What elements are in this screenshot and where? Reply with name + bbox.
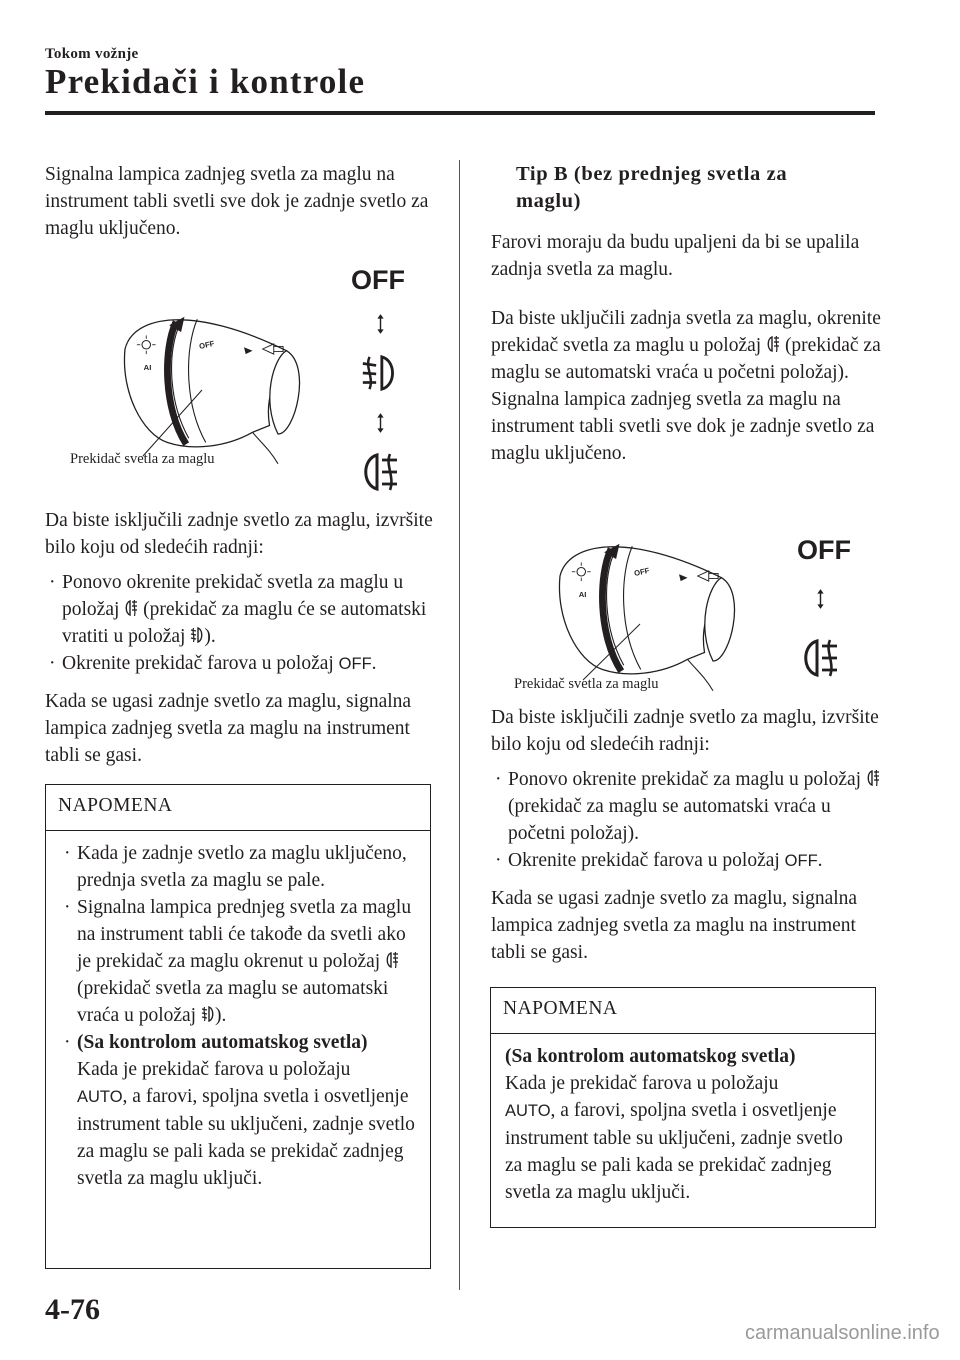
- note-heading: NAPOMENA: [491, 988, 875, 1034]
- bullet: ·: [64, 843, 71, 864]
- caption-leader-line: [580, 622, 650, 682]
- figure-caption: Prekidač svetla za maglu: [70, 451, 215, 467]
- caption-leader-line: [140, 388, 210, 458]
- right-paragraph-1: Farovi moraju da budu upaljeni da bi se upalila zadnja svetla za maglu.: [491, 232, 860, 280]
- page-title: Prekidači i kontrole: [45, 62, 366, 101]
- page-number: 4-76: [45, 1293, 100, 1326]
- list-item: [491, 847, 881, 875]
- auto-label: AUTO: [77, 1088, 123, 1106]
- rear-fog-light-icon: [766, 334, 780, 354]
- rear-fog-light-icon: [800, 637, 840, 679]
- updown-arrow-icon: [376, 411, 385, 435]
- bullet: ·: [64, 897, 71, 918]
- list-item: [45, 650, 440, 678]
- right-figure: [500, 520, 870, 700]
- bullet-text: .: [817, 850, 823, 871]
- note-heading: NAPOMENA: [46, 785, 430, 831]
- watermark: carmanualsonline.info: [745, 1322, 940, 1344]
- note-body: [491, 1034, 875, 1215]
- bullet: ·: [495, 769, 502, 790]
- off-label: OFF: [338, 655, 372, 673]
- auto-label: AUTO: [505, 1102, 551, 1120]
- bullet-text: Okrenite prekidač farova u položaj: [508, 850, 780, 871]
- off-label: OFF: [784, 852, 818, 870]
- rear-fog-light-icon: [360, 451, 400, 493]
- note-text: Kada je prekidač farova u položaju: [77, 1059, 351, 1080]
- left-paragraph-1: Signalna lampica zadnjeg svetla za maglu na instrument tabli svetli sve dok je zadnje svetlo za maglu uključeno.: [45, 164, 429, 239]
- rear-fog-light-icon: [866, 768, 880, 788]
- note-bold-text: (Sa kontrolom automatskog svetla): [77, 1032, 368, 1053]
- list-item: [45, 569, 440, 650]
- list-item: [60, 1029, 416, 1192]
- note-text: , a farovi, spoljna svetla i osvetljenje instrument table su uključeni, zadnje svetlo za maglu se pali kada se prekidač zadnjeg svetla za maglu uključi.: [505, 1100, 843, 1203]
- right-paragraph-2: [491, 305, 881, 467]
- bullet-text: Okrenite prekidač farova u položaj: [62, 653, 334, 674]
- column-divider: [459, 160, 460, 1290]
- updown-arrow-icon: [376, 312, 385, 336]
- section-heading: Tip B (bez prednjeg svetla za maglu): [516, 163, 788, 212]
- note-text: Kada je zadnje svetlo za maglu uključeno, prednja svetla za maglu se pale.: [77, 843, 407, 891]
- bullet-text: ).: [204, 626, 216, 647]
- right-paragraph-3: Da biste isključili zadnje svetlo za maglu, izvršite bilo koju od sledećih radnji:: [491, 707, 879, 755]
- left-paragraph-3: Kada se ugasi zadnje svetlo za maglu, signalna lampica zadnjeg svetla za maglu na instrument tabli se gasi.: [45, 691, 412, 766]
- left-paragraph-2: Da biste isključili zadnje svetlo za maglu, izvršite bilo koju od sledećih radnji:: [45, 510, 433, 558]
- note-bold-text: (Sa kontrolom automatskog svetla): [505, 1046, 796, 1067]
- figure-caption: Prekidač svetla za maglu: [514, 676, 659, 692]
- list-item: [491, 766, 881, 847]
- rear-fog-light-icon: [385, 950, 399, 970]
- left-figure: [60, 265, 430, 478]
- note-text: Signalna lampica prednjeg svetla za maglu na instrument tabli će takođe da svetli ako je prekidač za maglu okrenut u položaj: [77, 897, 412, 972]
- front-fog-light-icon: [190, 625, 204, 645]
- front-fog-light-icon: [360, 353, 398, 393]
- right-paragraph-4: Kada se ugasi zadnje svetlo za maglu, signalna lampica zadnjeg svetla za maglu na instrument tabli se gasi.: [491, 888, 858, 963]
- bullet: ·: [64, 1032, 71, 1053]
- bullet: ·: [49, 653, 56, 674]
- bullet-text: Ponovo okrenite prekidač za maglu u položaj: [508, 769, 862, 790]
- note-box: [45, 784, 431, 1269]
- front-fog-light-icon: [201, 1004, 215, 1024]
- right-text-block-2: [491, 704, 881, 966]
- note-text: ).: [214, 1005, 227, 1026]
- fog-switch-stalk-illustration: [95, 298, 325, 468]
- bullet: ·: [49, 572, 56, 593]
- list-item: [60, 894, 416, 1029]
- note-text: , a farovi, spoljna svetla i osvetljenje instrument table su uključeni, zadnje svetlo za maglu se pali kada se prekidač zadnjeg svetla za maglu uključi.: [77, 1086, 415, 1189]
- paragraph-text: (prekidač za maglu se automatski vraća u početni položaj). Signalna lampica zadnjeg svetla za maglu na instrument tabli svetli sve dok je zadnje svetlo za maglu uključeno.: [491, 335, 881, 464]
- note-body: [46, 831, 430, 1201]
- paragraph-text: Da biste uključili zadnja svetla za maglu, okrenite prekidač svetla za maglu u položaj: [491, 308, 881, 356]
- right-text-block-1: [491, 229, 881, 467]
- list-item: [60, 840, 416, 894]
- bullet-text: .: [371, 653, 377, 674]
- bullet-text: (prekidač za maglu će se automatski vratiti u položaj: [62, 599, 427, 647]
- bullet-text: (prekidač za maglu se automatski vraća u početni položaj).: [508, 796, 831, 844]
- note-text: Kada je prekidač farova u položaju: [505, 1073, 779, 1094]
- figure-off-label: OFF: [351, 265, 405, 295]
- updown-arrow-icon: [816, 587, 825, 611]
- note-text: (prekidač svetla za maglu se automatski vraća u položaj: [77, 978, 389, 1026]
- figure-off-label: OFF: [797, 535, 851, 565]
- left-text-block: [45, 507, 440, 769]
- note-box: [490, 987, 876, 1228]
- bullet-text: Ponovo okrenite prekidač svetla za maglu u položaj: [62, 572, 404, 620]
- rear-fog-light-icon: [124, 598, 138, 618]
- header-rule: [45, 111, 875, 115]
- bullet: ·: [495, 850, 502, 871]
- section-label: Tokom vožnje: [45, 46, 139, 62]
